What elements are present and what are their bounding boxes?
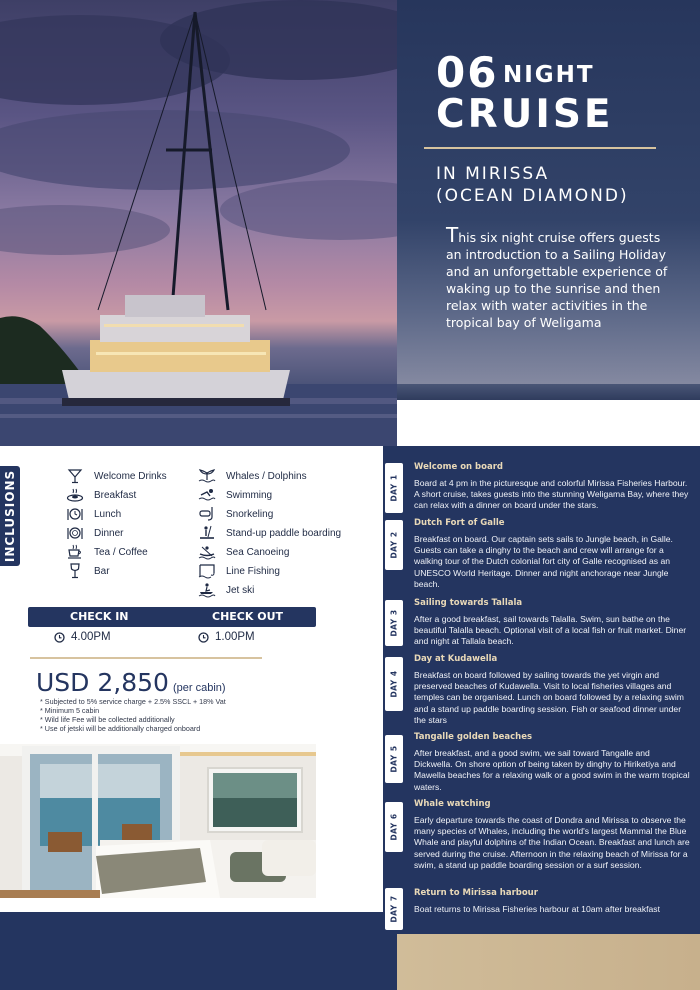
inclusion-label: Snorkeling [226,508,274,520]
day-title: Sailing towards Tallala [414,598,523,608]
inclusion-label: Swimming [226,489,273,501]
inclusion-swimming [196,487,272,503]
itinerary-footer-band [397,934,700,990]
inclusion-paddle-boarding [196,525,341,541]
day-title: Day at Kudawella [414,654,498,664]
inclusion-label: Breakfast [94,489,137,501]
check-in-time [54,631,111,643]
swimmer-icon [196,487,218,503]
cocktail-glass-icon [64,468,86,484]
day-text: Breakfast on board followed by sailing towards the yet virgin and preserved beaches of Kudawella. Visit to local fisheries villages and temples can be organised. Lunch on board followed by a relaxing swim and a stand up paddle boarding session. Fish or seafood dinner under the stars [414,670,684,725]
inclusion-label: Bar [94,565,110,577]
subtitle-vessel: (OCEAN DIAMOND) [436,186,629,206]
jet-ski-icon [196,582,218,598]
day-tab-1 [385,463,403,513]
price-amount: USD 2,850 [36,668,169,697]
day-tab-7 [385,888,403,930]
inclusion-bar [64,563,110,579]
clock-icon [54,632,65,643]
snorkel-mask-icon [196,506,218,522]
day-title: Welcome on board [414,462,503,472]
inclusion-breakfast [64,487,136,503]
paddle-board-icon [196,525,218,541]
itinerary-day-4 [414,654,690,726]
check-out-label: CHECK OUT [212,610,284,623]
day-title: Dutch Fort of Galle [414,518,505,528]
inclusion-label: Whales / Dolphins [226,470,307,482]
intro-drop-cap: T [446,223,459,247]
inclusion-label: Lunch [94,508,122,520]
day-tab-2 [385,520,403,570]
day-tab-label: DAY 4 [389,670,399,698]
check-in-out-bar [28,607,316,627]
coffee-cup-icon [64,544,86,560]
term-line: * Wild life Fee will be collected additionally [40,715,175,724]
fishing-icon [196,563,218,579]
inclusion-lunch [64,506,121,522]
itinerary-day-5 [414,732,690,793]
intro-paragraph [446,223,676,331]
footer-band [0,912,397,990]
cabin-photo [0,744,316,898]
inclusion-tea-coffee [64,544,148,560]
day-text: Boat returns to Mirissa Fisheries harbour at 10am after breakfast [414,904,660,914]
title-cruise: CRUISE [436,92,614,137]
inclusion-label: Tea / Coffee [94,546,148,558]
day-tab-label: DAY 3 [389,609,399,637]
day-title: Return to Mirissa harbour [414,888,538,898]
day-title: Tangalle golden beaches [414,732,533,742]
day-text: After breakfast, and a good swim, we sail toward Tangalle and Dickwella. On shore option of being taken by dinghy to Hiriketiya and Mawella beaches for a relaxing walk or a good swim in the warm tropical waters. [414,748,690,792]
title-night: NIGHT [503,62,595,88]
inclusion-whales-dolphins [196,468,307,484]
day-tab-3 [385,600,403,646]
inclusion-label: Jet ski [226,584,255,596]
plate-cutlery-icon [64,525,86,541]
day-tab-label: DAY 6 [389,813,399,841]
inclusions-tab [0,466,20,566]
inclusion-jet-ski [196,582,254,598]
day-tab-label: DAY 5 [389,745,399,773]
title-divider [424,147,656,149]
term-line: * Subjected to 5% service charge + 2.5% SSCL + 18% Vat [40,697,226,706]
check-in-time-value: 4.00PM [71,631,111,643]
itinerary-day-7 [414,888,690,915]
inclusions-label: INCLUSIONS [3,469,17,563]
whale-tail-icon [196,468,218,484]
inclusion-label: Welcome Drinks [94,470,167,482]
term-line: * Minimum 5 cabin [40,706,100,715]
clock-icon [198,632,209,643]
check-out-time-value: 1.00PM [215,631,255,643]
itinerary-day-1 [414,462,690,512]
day-tab-4 [385,657,403,711]
day-text: After a good breakfast, sail towards Talalla. Swim, sun bathe on the beautiful Talalla beach. Optional visit of a local fish or fruit market. Diner and night at Tallala beach. [414,614,687,647]
inclusion-label: Line Fishing [226,565,280,577]
day-tab-6 [385,802,403,852]
day-tab-label: DAY 7 [389,895,399,923]
intro-text: his six night cruise offers guests an introduction to a Sailing Holiday and an unforgettable experience of waking up to the sunrise and then relax with water activities in the tropical bay of Weligama [446,230,668,330]
inclusion-label: Sea Canoeing [226,546,290,558]
inclusion-welcome-drinks [64,468,167,484]
price-terms [40,697,226,733]
clock-cutlery-icon [64,506,86,522]
inclusion-label: Dinner [94,527,124,539]
hero-catamaran-photo [0,0,397,446]
day-tab-5 [385,735,403,783]
subtitle [436,163,686,207]
inclusion-sea-canoeing [196,544,289,560]
day-tab-label: DAY 2 [389,531,399,559]
price-divider [30,657,262,659]
inclusion-line-fishing [196,563,280,579]
day-title: Whale watching [414,799,491,809]
inclusion-label: Stand-up paddle boarding [226,527,342,539]
subtitle-location: IN MIRISSA [436,164,550,184]
day-text: Breakfast on board. Our captain sets sails to Jungle beach, in Galle. Guests can take a dinghy to the beach and crew will arrange for a walking tour of the Dutch colonial fort city of Galle recognised as an UNESCO World Heritage. Dinner and night anchorage near Jungle beach. [414,534,673,589]
breakfast-plate-icon [64,487,86,503]
term-line: * Use of jetski will be additionally charged onboard [40,724,201,733]
itinerary-day-3 [414,598,690,648]
price-unit: (per cabin) [173,682,226,694]
inclusion-dinner [64,525,123,541]
day-text: Board at 4 pm in the picturesque and colorful Mirissa Fisheries Harbour. A short cruise, takes guests into the stunning Weligama Bay, where they can relax with a dinner on board under the stars. [414,478,689,511]
day-tab-label: DAY 1 [389,474,399,502]
title-number: 06 [436,48,499,97]
inclusion-snorkeling [196,506,273,522]
itinerary-day-6 [414,799,690,871]
check-out-time [198,631,255,643]
wine-glass-icon [64,563,86,579]
canoe-icon [196,544,218,560]
day-text: Early departure towards the coast of Dondra and Mirissa to observe the many species of Whales, including the world's largest Mammal the Blue Whale and playful dolphins of the Indian Ocean. Breakfast and lunch are served during the cruise. Afternoon in the relaxing beach of Mirissa for a swim, a stand up paddle boarding session or a surf session. [414,815,690,870]
itinerary-day-2 [414,518,690,590]
check-in-label: CHECK IN [70,610,129,623]
